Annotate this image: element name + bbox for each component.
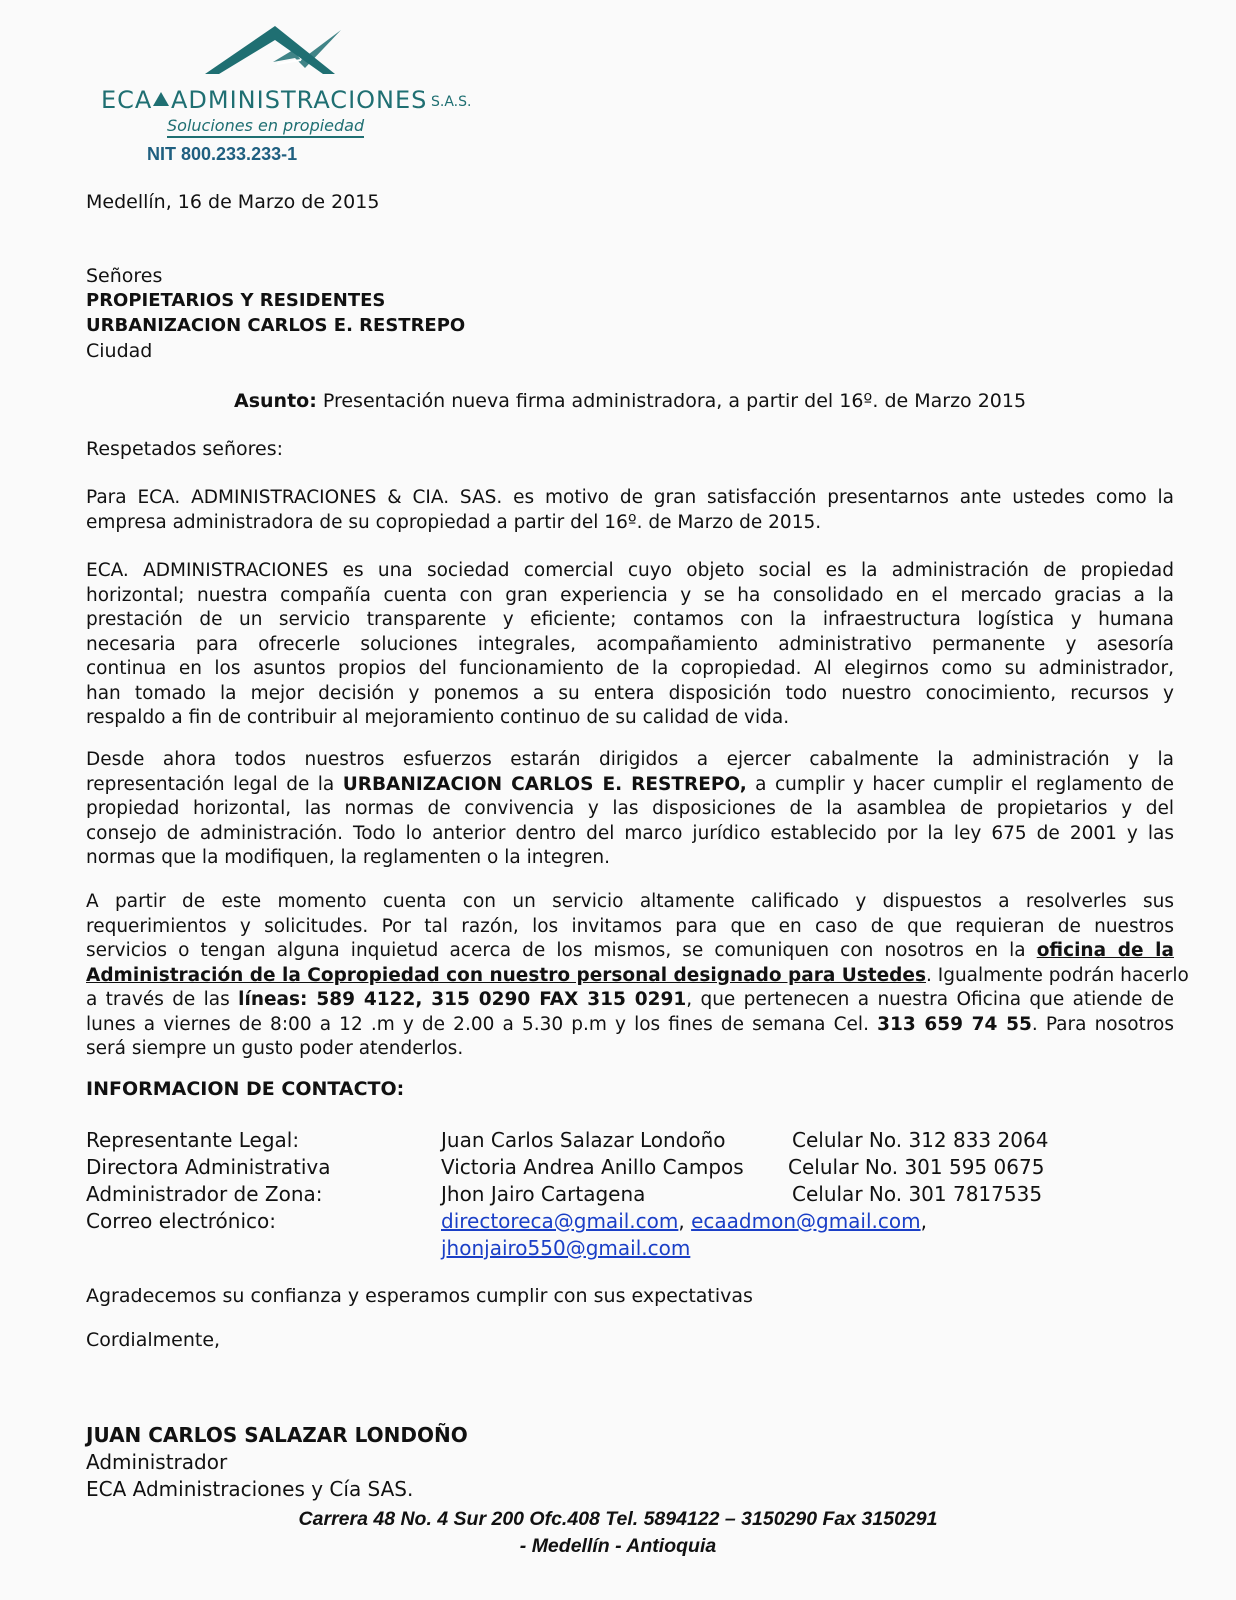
contact-role: Directora Administrativa (86, 1155, 331, 1179)
date-line: Medellín, 16 de Marzo de 2015 (86, 191, 380, 213)
paragraph-line: empresa administradora de su copropiedad a partir del 16º. de Marzo de 2015. (86, 511, 822, 533)
roof-checkmark-icon (205, 22, 345, 82)
contact-phone: Celular No. 312 833 2064 (792, 1128, 1049, 1152)
text-run: representación legal de la (86, 773, 343, 795)
paragraph-line (86, 1013, 1174, 1038)
closing-regards: Cordialmente, (86, 1329, 221, 1351)
paragraph-line: Desde ahora todos nuestros esfuerzos estarán dirigidos a ejercer cabalmente la administración y la (86, 749, 1174, 770)
text-run: . Para nosotros (1031, 1013, 1174, 1035)
email-separator: , (678, 1209, 692, 1233)
paragraph-line: continua en los asuntos propios del funcionamiento de la copropiedad. Al elegirnos como su administrador, (86, 658, 1174, 679)
recipient-line2: URBANIZACION CARLOS E. RESTREPO (86, 315, 466, 336)
contact-heading: INFORMACION DE CONTACTO: (86, 1078, 405, 1100)
text-run: . Igualmente podrán hacerlo (926, 964, 1189, 986)
closing-thanks: Agradecemos su confianza y esperamos cumplir con sus expectativas (86, 1285, 753, 1307)
contact-role: Administrador de Zona: (86, 1182, 323, 1206)
email-link-director[interactable]: directoreca@gmail.com (441, 1209, 679, 1233)
paragraph-line: será siempre un gusto poder atenderlos. (86, 1038, 464, 1059)
contact-email-label: Correo electrónico: (86, 1209, 276, 1233)
company-nit: NIT 800.233.233-1 (147, 144, 298, 164)
logo-tagline: Soluciones en propiedad (167, 116, 364, 138)
contact-phone: Celular No. 301 7817535 (792, 1182, 1043, 1206)
paragraph-line: consejo de administración. Todo lo anterior dentro del marco jurídico establecido por la ley 675 de 2001 y las (86, 822, 1174, 844)
phone-lines: líneas: 589 4122, 315 0290 FAX 315 0291 (238, 989, 687, 1010)
urbanization-name: URBANIZACION CARLOS E. RESTREPO, (342, 773, 747, 795)
paragraph-line: necesaria para ofrecerle soluciones integrales, acompañamiento administrativo permanente y asesoría (86, 633, 1174, 655)
email-separator: , (920, 1209, 927, 1233)
weekend-cellphone: 313 659 74 55 (877, 1013, 1032, 1035)
contact-name: Jhon Jairo Cartagena (441, 1182, 646, 1206)
email-link-admin[interactable]: ecaadmon@gmail.com (691, 1209, 921, 1233)
office-emphasis: Administración de la Copropiedad con nuestro personal designado para Ustedes (86, 964, 926, 986)
paragraph-line (86, 773, 1174, 798)
text-run: a través de las (86, 989, 239, 1010)
office-emphasis: oficina de la (1036, 940, 1174, 961)
paragraph-line: requerimientos y solicitudes. Por tal razón, los invitamos para que en caso de que requieran de nuestros (86, 915, 1174, 937)
recipient-line1: PROPIETARIOS Y RESIDENTES (86, 290, 386, 311)
logo-company-name: ADMINISTRACIONES (171, 86, 428, 114)
text-run: a cumplir y hacer cumplir el reglamento de (746, 773, 1174, 795)
logo-triangle-icon (153, 92, 169, 106)
paragraph-line (86, 988, 1174, 1013)
paragraph-line: han tomado la mejor decisión y ponemos a su entera disposición todo nuestro conocimiento, recursos y (86, 682, 1174, 704)
company-logo (95, 22, 495, 172)
footer-address: Carrera 48 No. 4 Sur 200 Ofc.408 Tel. 5894122 – 3150290 Fax 3150291 (298, 1508, 938, 1530)
paragraph-1 (86, 486, 1174, 535)
greeting: Respetados señores: (86, 438, 284, 460)
recipient-salutation: Señores (86, 265, 163, 287)
paragraph-line (86, 964, 1189, 989)
paragraph-line: propiedad horizontal, las normas de convivencia y las disposiciones de la asamblea de propietarios y del (86, 798, 1174, 819)
subject-line (234, 389, 1026, 413)
paragraph-line: normas que la modifiquen, la reglamenten o la integren. (86, 847, 611, 868)
paragraph-4 (86, 890, 1189, 1062)
contact-email-line (441, 1235, 690, 1261)
paragraph-line: respaldo a fin de contribuir al mejoramiento continuo de su calidad de vida. (86, 707, 790, 728)
paragraph-2 (86, 559, 1174, 731)
paragraph-line: prestación de un servicio transparente y eficiente; contamos con la infraestructura logística y humana (86, 609, 1174, 630)
recipient-city: Ciudad (86, 340, 153, 362)
text-run: servicios o tengan alguna inquietud acerca de los mismos, se comuniquen con nosotros en la (86, 940, 1037, 961)
contact-email-line (441, 1208, 927, 1234)
paragraph-3 (86, 748, 1174, 871)
signature-title: Administrador (86, 1450, 228, 1474)
footer-city: - Medellín - Antioquia (519, 1535, 717, 1557)
logo-sas: S.A.S. (431, 94, 472, 110)
paragraph-line: horizontal; nuestra compañía cuenta con gran experiencia y se ha consolidado en el mercado gracias a la (86, 584, 1174, 606)
signature-company: ECA Administraciones y Cía SAS. (86, 1477, 414, 1501)
contact-phone: Celular No. 301 595 0675 (788, 1155, 1045, 1179)
contact-role: Representante Legal: (86, 1128, 300, 1152)
paragraph-line: Para ECA. ADMINISTRACIONES & CIA. SAS. es motivo de gran satisfacción presentarnos ante ustedes como la (86, 487, 1174, 508)
signature-name: JUAN CARLOS SALAZAR LONDOÑO (86, 1423, 468, 1447)
text-run: lunes a viernes de 8:00 a 12 .m y de 2.00 a 5.30 p.m y los fines de semana Cel. (86, 1013, 878, 1035)
paragraph-line: ECA. ADMINISTRACIONES es una sociedad comercial cuyo objeto social es la administración de propiedad (86, 560, 1174, 581)
contact-name: Juan Carlos Salazar Londoño (441, 1128, 726, 1152)
email-link-zone[interactable]: jhonjairo550@gmail.com (441, 1236, 691, 1260)
paragraph-line: A partir de este momento cuenta con un servicio altamente calificado y dispuestos a resolverles sus (86, 891, 1174, 912)
paragraph-line (86, 939, 1174, 964)
subject-text: Presentación nueva firma administradora, a partir del 16º. de Marzo 2015 (316, 390, 1027, 412)
text-run: , que pertenecen a nuestra Oficina que atiende de (686, 989, 1175, 1010)
contact-name: Victoria Andrea Anillo Campos (441, 1155, 744, 1179)
subject-label: Asunto: (234, 390, 317, 412)
logo-eca-text: ECA (101, 86, 153, 114)
